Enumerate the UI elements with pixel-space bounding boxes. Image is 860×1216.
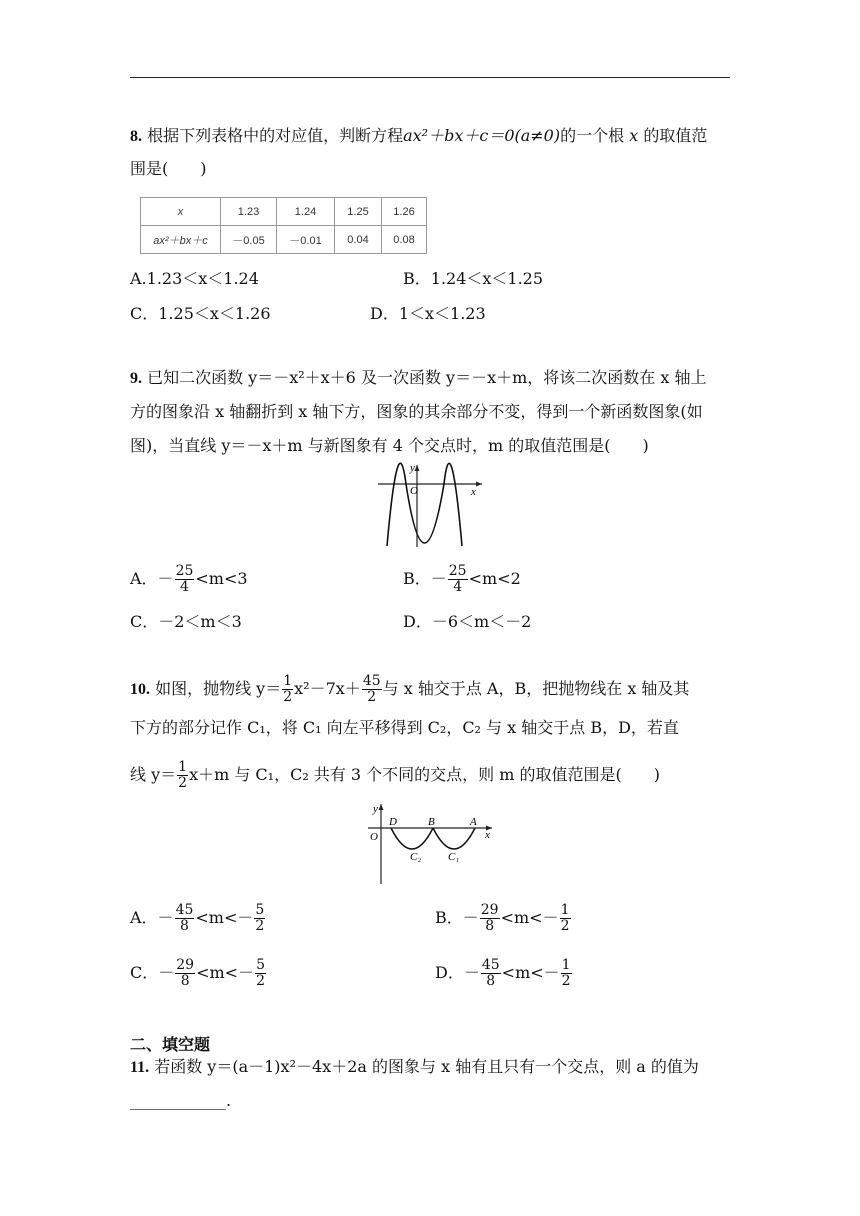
q11-number: 11.: [130, 1059, 150, 1076]
table-header-expr: ax²＋bx＋c: [141, 226, 221, 254]
table-header-x: x: [141, 198, 221, 226]
fraction: [448, 564, 468, 595]
option-prefix: B．－: [435, 908, 479, 927]
numerator: 45: [175, 902, 194, 918]
denominator: 2: [283, 689, 293, 705]
numerator: 1: [283, 673, 293, 689]
q9-option-c[interactable]: C．－2＜m＜3: [130, 612, 242, 631]
table-cell: 1.23: [221, 198, 277, 226]
q10-option-c[interactable]: [130, 958, 267, 989]
numerator: 1: [560, 902, 570, 918]
curve-c1: [433, 828, 475, 849]
numerator: 29: [176, 957, 195, 973]
table-cell: 1.25: [335, 198, 382, 226]
fraction: [255, 958, 266, 989]
point-a-label: A: [470, 816, 477, 828]
q10-line2: 下方的部分记作 C₁，将 C₁ 向左平移得到 C₂，C₂ 与 x 轴交于点 B，D，若直: [130, 718, 679, 737]
q10-line3: [130, 760, 660, 791]
table-cell: －0.01: [277, 226, 335, 254]
y-axis-arrow: [415, 465, 420, 471]
table-row: [141, 226, 427, 254]
q11-text: 若函数 y＝(a－1)x²－4x＋2a 的图象与 x 轴有且只有一个交点，则 a 的值为: [154, 1057, 699, 1076]
q10-text-c: 与 x 轴交于点 A，B，把抛物线在 x 轴及其: [382, 679, 690, 698]
option-suffix: <m<2: [468, 569, 521, 588]
y-label: y: [410, 462, 415, 474]
denominator: 2: [178, 775, 188, 791]
q9-number: 9.: [130, 370, 142, 387]
fraction: [175, 564, 195, 595]
fraction: [561, 958, 572, 989]
header-rule: [130, 77, 730, 78]
denominator: 2: [255, 918, 265, 934]
fraction: [177, 760, 188, 791]
curve-c2: [391, 828, 433, 849]
fraction: [282, 674, 293, 705]
y-label: y: [373, 803, 378, 815]
table-row: [141, 198, 427, 226]
denominator: 4: [453, 579, 463, 595]
option-mid: <m<－: [195, 908, 254, 927]
q8-line2: 围是( ): [130, 159, 207, 178]
option-mid: <m<－: [501, 963, 560, 982]
numerator: 45: [481, 957, 500, 973]
origin-label: O: [370, 831, 378, 843]
q8-option-a[interactable]: A.1.23＜x＜1.24: [130, 269, 259, 288]
option-prefix: A．－: [130, 908, 174, 927]
q8-value-table: [140, 197, 427, 254]
x-axis-arrow: [476, 482, 482, 487]
numerator: 45: [362, 673, 381, 689]
option-prefix: C．－: [130, 963, 175, 982]
denominator: 2: [561, 973, 571, 989]
q8-text-2: 的一个根: [560, 126, 625, 145]
denominator: 2: [367, 689, 377, 705]
q10-option-d[interactable]: [435, 958, 573, 989]
table-cell: 1.26: [382, 198, 427, 226]
q9-graph: [370, 462, 490, 552]
q10-text-a: 如图，抛物线 y＝: [155, 679, 282, 698]
option-prefix: B．－: [403, 569, 447, 588]
y-axis-arrow: [379, 804, 384, 810]
q8-option-c[interactable]: C．1.25＜x＜1.26: [130, 304, 271, 323]
fraction: [175, 903, 195, 934]
q8-text-3: 的取值范: [643, 126, 708, 145]
q11-answer-blank[interactable]: ____________.: [130, 1091, 232, 1110]
denominator: 8: [485, 918, 495, 934]
denominator: 8: [180, 973, 190, 989]
option-mid: <m<－: [196, 963, 255, 982]
curve-c2-label: C₂: [410, 851, 422, 863]
fraction: [362, 674, 382, 705]
q8-line1: [130, 125, 707, 148]
table-cell: 0.08: [382, 226, 427, 254]
numerator: 29: [480, 902, 499, 918]
option-prefix: D．－: [435, 963, 480, 982]
numerator: 1: [561, 957, 571, 973]
table-cell: 1.24: [277, 198, 335, 226]
denominator: 8: [180, 918, 189, 934]
q10-line1: [130, 674, 689, 705]
q10-text-d: 线 y＝: [130, 765, 177, 784]
option-suffix: <m<3: [195, 569, 248, 588]
x-label: x: [485, 829, 490, 841]
q9-option-b[interactable]: [403, 564, 521, 595]
q8-option-b[interactable]: B．1.24＜x＜1.25: [403, 269, 544, 288]
section-title: 二、填空题: [130, 1035, 211, 1054]
numerator: 25: [175, 563, 194, 579]
q8-equation: ax²＋bx＋c＝0(a≠0): [403, 126, 561, 145]
point-b-label: B: [428, 816, 435, 828]
q8-number: 8.: [130, 128, 142, 145]
q11-line1: [130, 1056, 699, 1079]
q9-line2: 方的图象沿 x 轴翻折到 x 轴下方，图象的其余部分不变，得到一个新函数图象(如: [130, 402, 703, 421]
x-label: x: [471, 486, 476, 498]
q10-option-b[interactable]: [435, 903, 572, 934]
fraction: [254, 903, 265, 934]
q9-option-d[interactable]: D．－6＜m＜－2: [403, 612, 532, 631]
q10-text-b: x²－7x＋: [294, 679, 361, 698]
fraction: [481, 958, 501, 989]
q9-line1: [130, 367, 706, 390]
q10-graph: [364, 800, 496, 888]
denominator: 2: [560, 918, 570, 934]
fraction: [480, 903, 500, 934]
folded-curve-right: [444, 463, 462, 546]
denominator: 8: [486, 973, 496, 989]
point-d-label: D: [389, 816, 397, 828]
q10-option-a[interactable]: [130, 903, 266, 934]
denominator: 4: [180, 579, 189, 595]
q8-option-d[interactable]: D．1＜x＜1.23: [370, 304, 486, 323]
q9-option-a[interactable]: [130, 564, 248, 595]
fraction: [175, 958, 195, 989]
q10-text-e: x＋m 与 C₁，C₂ 共有 3 个不同的交点，则 m 的取值范围是( ): [189, 765, 661, 784]
q10-number: 10.: [130, 681, 150, 698]
numerator: 25: [448, 563, 467, 579]
option-mid: <m<－: [500, 908, 559, 927]
numerator: 5: [256, 957, 265, 973]
table-cell: －0.05: [221, 226, 277, 254]
q9-text-1: 已知二次函数 y＝－x²＋x＋6 及一次函数 y＝－x＋m，将该二次函数在 x 轴上: [147, 368, 707, 387]
table-cell: 0.04: [335, 226, 382, 254]
folded-curve-left: [387, 463, 406, 546]
origin-label: O: [410, 485, 418, 497]
option-prefix: A．－: [130, 569, 174, 588]
numerator: 5: [255, 902, 265, 918]
q8-text-1: 根据下列表格中的对应值，判断方程: [147, 126, 404, 145]
q8-var: x: [629, 126, 639, 145]
fraction: [560, 903, 571, 934]
curve-c1-label: C₁: [448, 851, 460, 863]
numerator: 1: [178, 759, 188, 775]
denominator: 2: [256, 973, 265, 989]
q9-line3: 图)，当直线 y＝－x＋m 与新图象有 4 个交点时，m 的取值范围是( ): [130, 436, 649, 455]
